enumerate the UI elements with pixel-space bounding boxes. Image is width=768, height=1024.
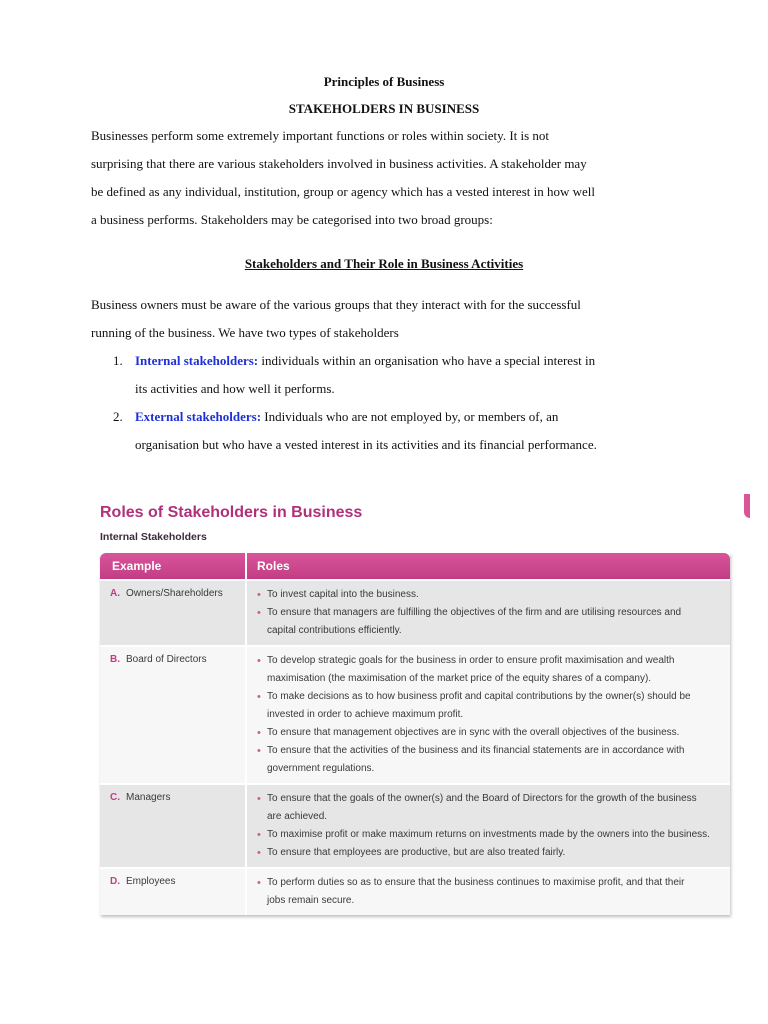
list-number: 1.	[113, 353, 123, 368]
paragraph-line: running of the business. We have two types of stakeholders	[91, 325, 399, 340]
row-letter: B.	[110, 654, 120, 665]
row-example	[110, 792, 240, 803]
table-header	[100, 553, 730, 579]
list-text: Individuals who are not employed by, or members of, an	[261, 409, 559, 424]
roles-list	[255, 869, 730, 915]
column-divider	[245, 581, 247, 645]
section-heading	[0, 256, 768, 272]
role-text-cont: are achieved.	[267, 811, 328, 822]
list-item	[135, 409, 558, 425]
role-text: To ensure that the activities of the business and its financial statements are in accordance with	[267, 745, 685, 756]
table-row	[100, 783, 730, 867]
list-number: 2.	[113, 409, 123, 424]
role-item	[267, 604, 724, 640]
col-roles-header: Roles	[257, 559, 290, 573]
col-example-header: Example	[112, 559, 162, 573]
row-example	[110, 654, 240, 665]
role-text: To ensure that managers are fulfilling the objectives of the firm and are utilising resources and	[267, 607, 682, 618]
list-text: individuals within an organisation who have a special interest in	[258, 353, 596, 368]
row-example-text: Board of Directors	[126, 654, 207, 665]
role-text: To perform duties so as to ensure that the business continues to maximise profit, and that their	[267, 877, 685, 888]
row-letter: C.	[110, 792, 120, 803]
list-item	[135, 353, 595, 369]
role-item	[267, 790, 724, 826]
list-item-cont: its activities and how well it performs.	[135, 381, 335, 396]
intro-line: be defined as any individual, institution, group or agency which has a vested interest in how well	[91, 184, 595, 199]
role-text-cont: maximisation (the maximisation of the market price of the equity shares of a company).	[267, 673, 652, 684]
intro-line: Businesses perform some extremely important functions or roles within society. It is not	[91, 128, 550, 143]
table-row	[100, 579, 730, 645]
column-divider	[245, 869, 247, 915]
stakeholder-roles-figure	[92, 494, 750, 922]
list-term: External stakeholders:	[135, 409, 262, 424]
row-example	[110, 876, 240, 887]
roles-list	[255, 785, 730, 867]
role-item: • To invest capital into the business.	[267, 586, 724, 604]
course-title: Principles of Business	[323, 74, 445, 89]
role-text-cont: jobs remain secure.	[267, 895, 355, 906]
role-item: • To ensure that employees are productive, but are also treated fairly.	[267, 844, 724, 862]
role-item	[267, 652, 724, 688]
column-divider	[245, 647, 247, 783]
paragraph-line: Business owners must be aware of the various groups that they interact with for the successful	[91, 297, 581, 312]
roles-list	[255, 581, 730, 645]
row-example-text: Managers	[126, 792, 171, 803]
role-text-cont: invested in order to achieve maximum profit.	[267, 709, 464, 720]
list-item-cont: organisation but who have a vested interest in its activities and its financial performance.	[135, 437, 597, 452]
row-example-text: Owners/Shareholders	[126, 588, 223, 599]
figure-title: Roles of Stakeholders in Business	[100, 504, 363, 521]
page-title: STAKEHOLDERS IN BUSINESS	[288, 101, 480, 116]
roles-list	[255, 647, 730, 783]
section-heading-text: Stakeholders and Their Role in Business Activities	[244, 256, 524, 271]
row-letter: D.	[110, 876, 120, 887]
figure-subtitle: Internal Stakeholders	[100, 531, 207, 543]
role-text: To ensure that the goals of the owner(s) and the Board of Directors for the growth of the business	[267, 793, 697, 804]
row-example	[110, 588, 240, 599]
role-item	[267, 874, 724, 910]
role-item	[267, 688, 724, 724]
column-divider	[245, 785, 247, 867]
role-item	[267, 742, 724, 778]
accent-bar	[744, 494, 750, 518]
header-divider	[245, 553, 247, 579]
list-term: Internal stakeholders:	[135, 353, 259, 368]
roles-table	[100, 553, 730, 915]
row-letter: A.	[110, 588, 120, 599]
role-text-cont: government regulations.	[267, 763, 375, 774]
row-example-text: Employees	[126, 876, 176, 887]
table-row	[100, 645, 730, 783]
role-item: • To ensure that management objectives are in sync with the overall objectives of the business.	[267, 724, 724, 742]
role-text: To develop strategic goals for the business in order to ensure profit maximisation and wealth	[267, 655, 675, 666]
role-item: • To maximise profit or make maximum returns on investments made by the owners into the business.	[267, 826, 724, 844]
intro-line: surprising that there are various stakeholders involved in business activities. A stakeholder may	[91, 156, 587, 171]
table-row	[100, 867, 730, 915]
intro-line: a business performs. Stakeholders may be categorised into two broad groups:	[91, 212, 493, 227]
role-text-cont: capital contributions efficiently.	[267, 625, 402, 636]
role-text: To make decisions as to how business profit and capital contributions by the owner(s) should be	[267, 691, 691, 702]
